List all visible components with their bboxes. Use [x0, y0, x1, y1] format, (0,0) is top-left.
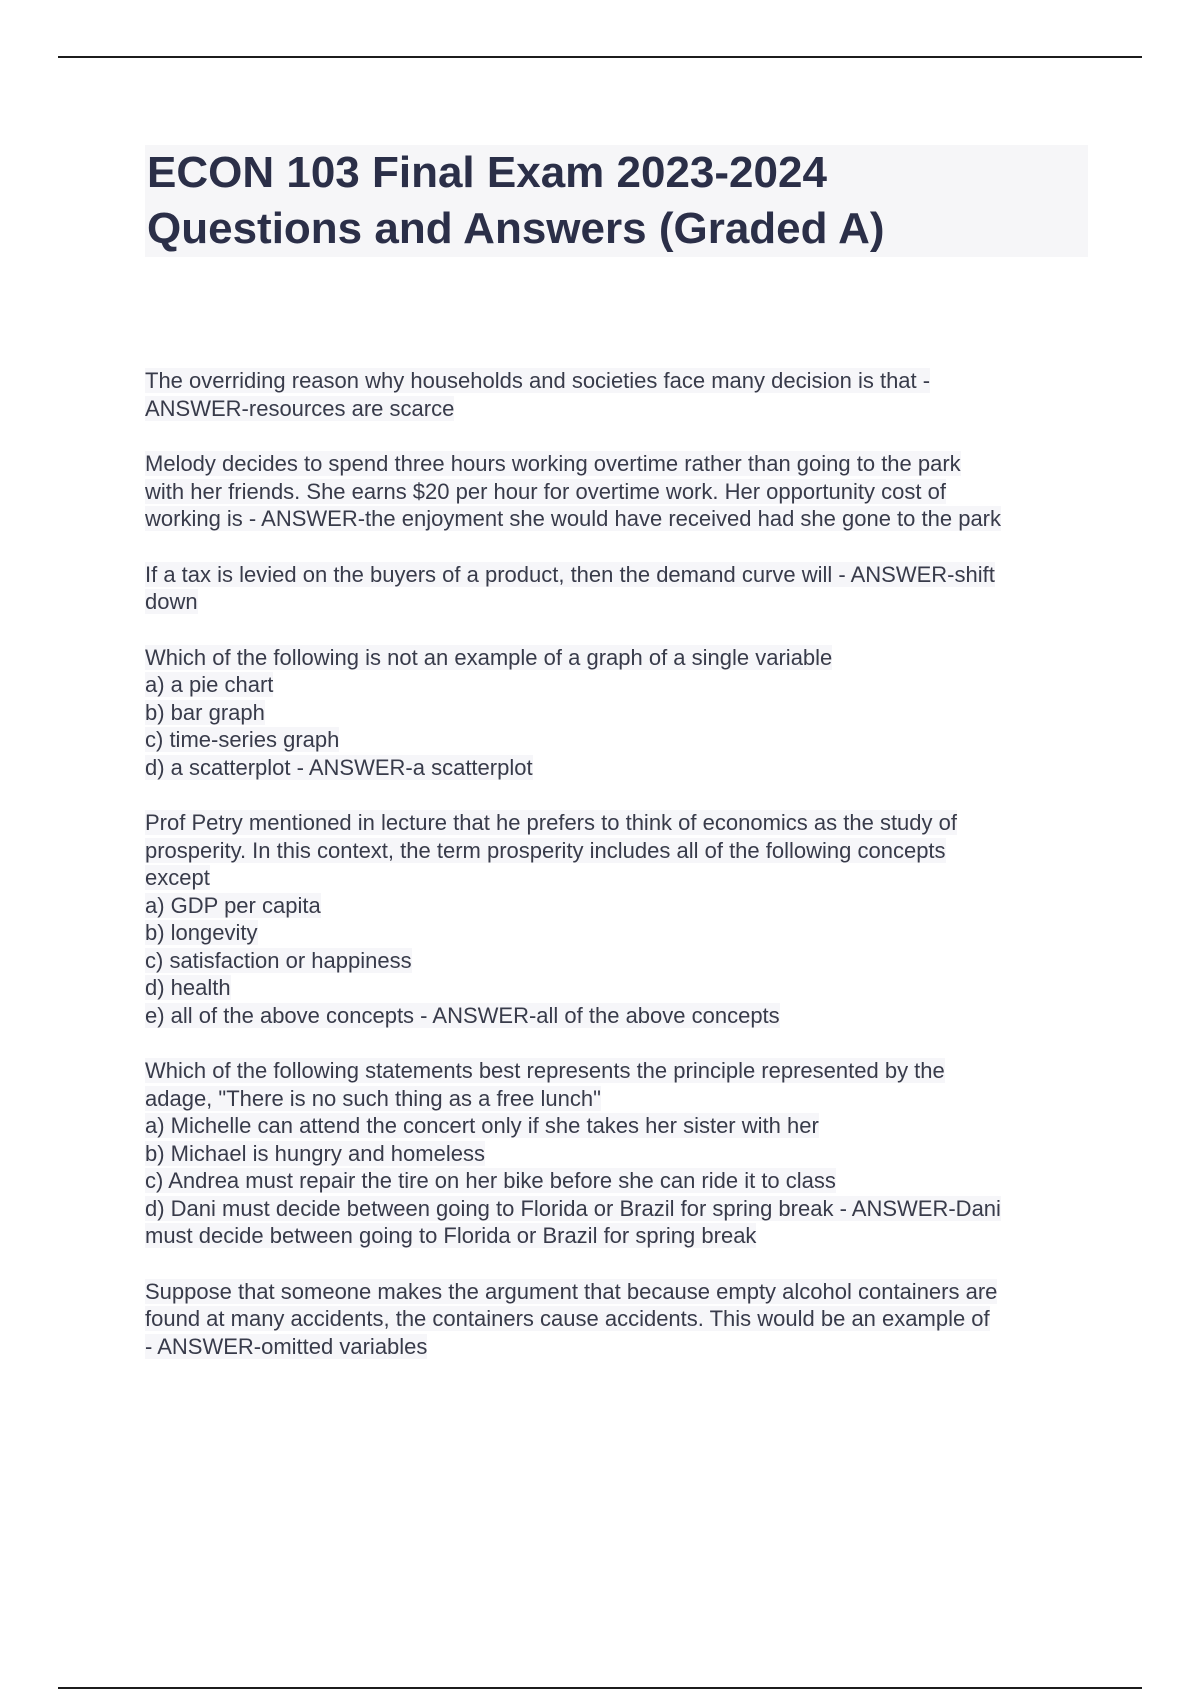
qa-line [145, 864, 1095, 892]
qa-line [145, 450, 1095, 478]
qa-line [145, 1085, 1095, 1113]
qa-line [145, 919, 1095, 947]
qa-line-text: adage, "There is no such thing as a free lunch" [145, 1085, 601, 1111]
qa-line-text: a) Michelle can attend the concert only if she takes her sister with her [145, 1113, 819, 1138]
qa-line [145, 1195, 1095, 1223]
qa-line [145, 699, 1095, 727]
qa-line-text: a) GDP per capita [145, 892, 321, 918]
qa-line [145, 1112, 1095, 1140]
qa-line [145, 1002, 1095, 1030]
qa-line-text: Melody decides to spend three hours working overtime rather than going to the park [145, 451, 961, 476]
qa-line [145, 644, 1095, 672]
qa-line [145, 809, 1095, 837]
qa-line-text: c) satisfaction or happiness [145, 947, 412, 973]
qa-line [145, 367, 1095, 395]
qa-line [145, 1278, 1095, 1306]
qa-line [145, 1167, 1095, 1195]
qa-line-text: found at many accidents, the containers cause accidents. This would be an example of [145, 1306, 990, 1331]
top-rule [58, 56, 1142, 58]
qa-item [145, 367, 1095, 422]
qa-line [145, 505, 1095, 533]
qa-line-text: b) bar graph [145, 699, 265, 725]
qa-line-text: b) longevity [145, 920, 258, 945]
qa-line-text: prosperity. In this context, the term prosperity includes all of the following concepts [145, 837, 946, 863]
qa-line-text: d) health [145, 975, 231, 1000]
qa-line-text: except [145, 865, 210, 890]
qa-line [145, 837, 1095, 865]
title-line-2: Questions and Answers (Graded A) [147, 204, 885, 253]
qa-line-text: a) a pie chart [145, 672, 274, 697]
qa-line [145, 1222, 1095, 1250]
qa-line [145, 892, 1095, 920]
qa-line [145, 1140, 1095, 1168]
qa-line [145, 395, 1095, 423]
qa-line [145, 754, 1095, 782]
qa-line-text: b) Michael is hungry and homeless [145, 1140, 485, 1166]
qa-line-text: must decide between going to Florida or Brazil for spring break [145, 1223, 757, 1248]
qa-line-text: Suppose that someone makes the argument that because empty alcohol containers are [145, 1278, 998, 1304]
qa-item [145, 644, 1095, 782]
qa-line-text: Prof Petry mentioned in lecture that he prefers to think of economics as the study of [145, 810, 957, 835]
qa-line [145, 1057, 1095, 1085]
qa-line [145, 588, 1095, 616]
qa-line-text: If a tax is levied on the buyers of a product, then the demand curve will - ANSWER-shift [145, 561, 995, 587]
qa-line-text: The overriding reason why households and societies face many decision is that - [145, 368, 931, 393]
document-title [145, 145, 1088, 257]
qa-line [145, 561, 1095, 589]
qa-item [145, 809, 1095, 1029]
qa-line [145, 974, 1095, 1002]
qa-line-text: down [145, 589, 198, 614]
qa-line [145, 726, 1095, 754]
qa-line-text: - ANSWER-omitted variables [145, 1333, 428, 1359]
qa-item [145, 1278, 1095, 1361]
qa-line-text: Which of the following statements best represents the principle represented by the [145, 1058, 945, 1083]
title-line-1: ECON 103 Final Exam 2023-2024 [147, 148, 827, 197]
qa-item [145, 1057, 1095, 1250]
qa-line [145, 1305, 1095, 1333]
qa-line [145, 1333, 1095, 1361]
question-answer-list [145, 367, 1095, 1388]
qa-line [145, 478, 1095, 506]
qa-item [145, 450, 1095, 533]
qa-item [145, 561, 1095, 616]
qa-line-text: e) all of the above concepts - ANSWER-all of the above concepts [145, 1002, 780, 1028]
qa-line [145, 947, 1095, 975]
qa-line-text: ANSWER-resources are scarce [145, 395, 455, 421]
qa-line-text: with her friends. She earns $20 per hour for overtime work. Her opportunity cost of [145, 478, 946, 504]
qa-line-text: Which of the following is not an example of a graph of a single variable [145, 644, 833, 670]
qa-line-text: c) Andrea must repair the tire on her bike before she can ride it to class [145, 1168, 836, 1193]
bottom-rule [58, 1687, 1142, 1689]
qa-line-text: d) Dani must decide between going to Florida or Brazil for spring break - ANSWER-Dani [145, 1195, 1001, 1221]
qa-line-text: d) a scatterplot - ANSWER-a scatterplot [145, 754, 533, 780]
qa-line [145, 671, 1095, 699]
qa-line-text: working is - ANSWER-the enjoyment she would have received had she gone to the park [145, 506, 1002, 531]
qa-line-text: c) time-series graph [145, 727, 340, 752]
